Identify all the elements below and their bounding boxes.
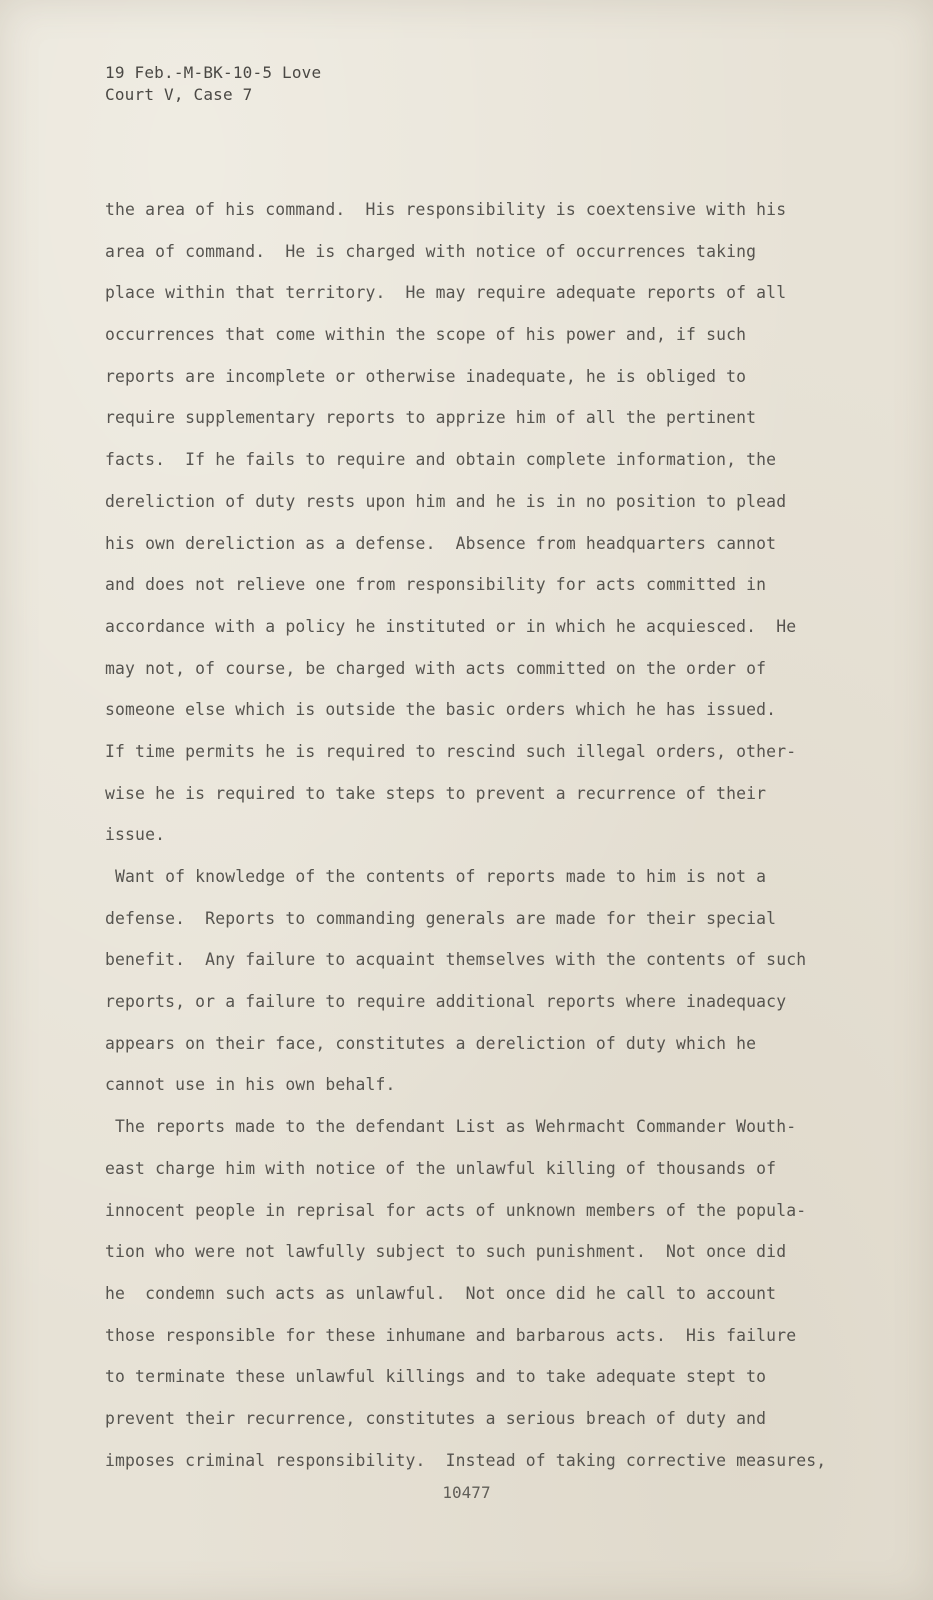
body-text-line: The reports made to the defendant List as Wehrmacht Commander Wouth- xyxy=(105,1117,797,1137)
body-text-line: area of command. He is charged with notice of occurrences taking xyxy=(105,241,757,261)
header-reference-line: 19 Feb.-M-BK-10-5 Love xyxy=(105,63,322,82)
page-number: 10477 xyxy=(442,1483,491,1502)
body-text-line: place within that territory. He may require adequate reports of all xyxy=(105,283,787,303)
body-text-line: facts. If he fails to require and obtain complete information, the xyxy=(105,450,777,470)
body-text-line: benefit. Any failure to acquaint themselves with the contents of such xyxy=(105,950,807,970)
body-text-line: prevent their recurrence, constitutes a serious breach of duty and xyxy=(105,1408,767,1428)
body-text-line: his own dereliction as a defense. Absence from headquarters cannot xyxy=(105,533,777,553)
body-text-line: to terminate these unlawful killings and to take adequate stept to xyxy=(105,1367,767,1387)
body-text-line: cannot use in his own behalf. xyxy=(105,1075,396,1095)
body-text-line: innocent people in reprisal for acts of unknown members of the popula- xyxy=(105,1200,807,1220)
body-text-line: reports are incomplete or otherwise inadequate, he is obliged to xyxy=(105,366,747,386)
body-text-line: wise he is required to take steps to prevent a recurrence of their xyxy=(105,783,767,803)
body-text-line: imposes criminal responsibility. Instead of taking corrective measures, xyxy=(105,1450,827,1470)
body-text-line: Want of knowledge of the contents of reports made to him is not a xyxy=(105,867,767,886)
body-text-line: he condemn such acts as unlawful. Not once did he call to account xyxy=(105,1283,777,1303)
header-court-case-line: Court V, Case 7 xyxy=(105,85,253,104)
body-text-line: appears on their face, constitutes a dereliction of duty which he xyxy=(105,1033,757,1053)
body-text-line: reports, or a failure to require additional reports where inadequacy xyxy=(105,992,787,1012)
body-text-line: accordance with a policy he instituted or in which he acquiesced. He xyxy=(105,616,797,636)
body-text-line: tion who were not lawfully subject to such punishment. Not once did xyxy=(105,1242,787,1262)
body-text-line: require supplementary reports to apprize him of all the pertinent xyxy=(105,408,757,428)
body-text-line: the area of his command. His responsibility is coextensive with his xyxy=(105,200,787,219)
body-text-line: occurrences that come within the scope of his power and, if such xyxy=(105,325,747,345)
body-text-line: east charge him with notice of the unlawful killing of thousands of xyxy=(105,1158,777,1178)
body-text-line: dereliction of duty rests upon him and he is in no position to plead xyxy=(105,491,787,511)
body-text-line: issue. xyxy=(105,825,166,845)
document-header xyxy=(105,62,321,106)
document-body xyxy=(105,189,845,1481)
body-text-line: someone else which is outside the basic orders which he has issued. xyxy=(105,700,777,720)
body-text-line: and does not relieve one from responsibility for acts committed in xyxy=(105,575,767,595)
body-text-line: If time permits he is required to rescind such illegal orders, other- xyxy=(105,741,797,761)
body-text-line: defense. Reports to commanding generals are made for their special xyxy=(105,908,777,928)
body-text-line: may not, of course, be charged with acts committed on the order of xyxy=(105,658,767,678)
body-text-line: those responsible for these inhumane and barbarous acts. His failure xyxy=(105,1325,797,1345)
